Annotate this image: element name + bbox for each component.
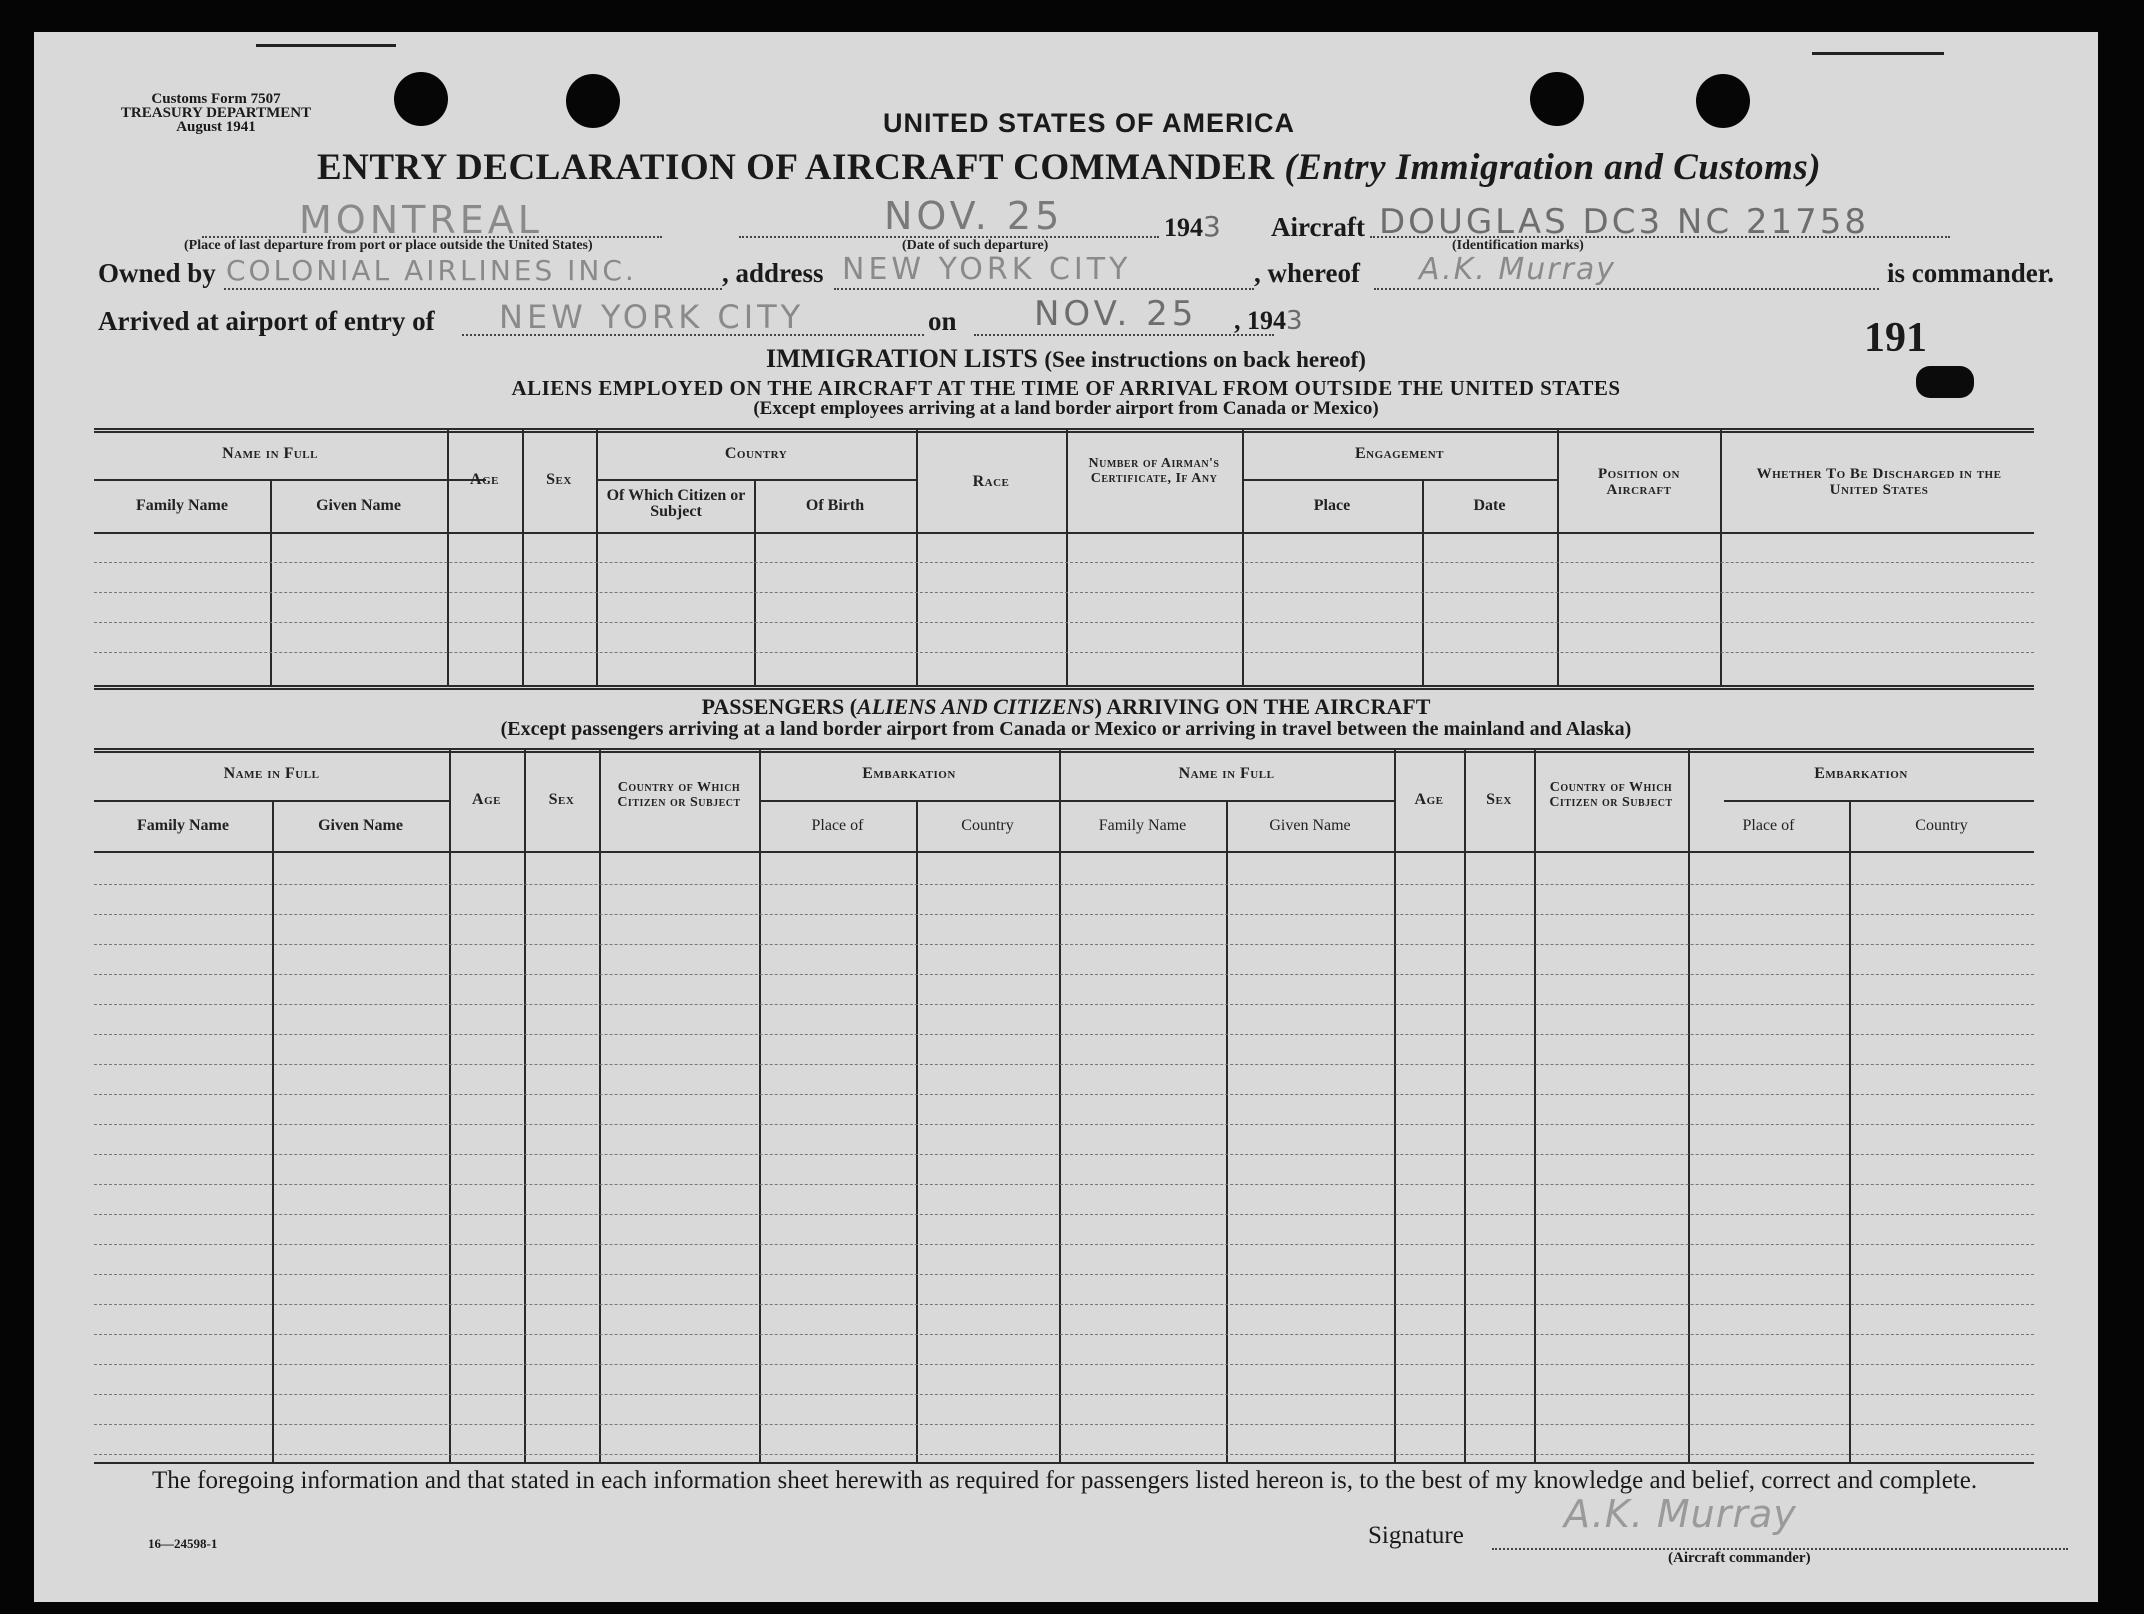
passengers-col-divider: [449, 750, 451, 1462]
aliens-engagement-sub-rule: [1242, 479, 1557, 481]
aliens-table-bottom: [94, 685, 2034, 690]
passengers-col-divider: [599, 750, 601, 1462]
passengers-row-rule: [94, 1334, 2034, 1335]
aliens-header-position: Position on Aircraft: [1598, 466, 1680, 498]
passengers-header-citizen-of-2: Country of Which Citizen or Subject: [1549, 780, 1673, 810]
punch-hole: [394, 72, 448, 126]
passengers-header-embarkation: Embarkation: [862, 765, 956, 782]
arrival-date-value: NOV. 25: [1034, 294, 1198, 334]
arrived-label: Arrived at airport of entry of: [98, 306, 435, 336]
passengers-row-rule: [94, 1424, 2034, 1425]
passengers-col-divider: [759, 750, 761, 1462]
aliens-name-sub-rule: [94, 479, 486, 481]
passengers-header-bottom: [94, 851, 2034, 853]
passengers-row-rule: [94, 1394, 2034, 1395]
immigration-title: [34, 344, 2098, 374]
passengers-col-divider: [524, 750, 526, 1462]
form-number: 16—24598-1: [148, 1536, 218, 1551]
passengers-embark-sub-rule: [759, 800, 1059, 802]
passengers-header-citizen-of: Country of Which Citizen or Subject: [617, 780, 741, 810]
signature-caption: (Aircraft commander): [1668, 1550, 1811, 1566]
passengers-col-divider: [1059, 750, 1061, 1462]
last-departure-caption: (Place of last departure from port or place outside the United States): [184, 238, 593, 253]
main-title-text: ENTRY DECLARATION OF AIRCRAFT COMMANDER: [316, 147, 1275, 188]
departure-date-value: NOV. 25: [884, 194, 1064, 238]
aliens-header-certificate: Number of Airman's Certificate, If Any: [1088, 456, 1220, 486]
passengers-header-embarkation-2: Embarkation: [1814, 765, 1908, 782]
passengers-row-rule: [94, 1064, 2034, 1065]
passengers-col-divider: [1226, 802, 1228, 1462]
aliens-col-divider: [522, 430, 524, 685]
passengers-row-rule: [94, 944, 2034, 945]
aliens-row-rule: [94, 622, 2034, 623]
aliens-col-divider: [1720, 430, 1722, 685]
passengers-row-rule: [94, 1274, 2034, 1275]
owned-by-label: Owned by: [98, 258, 216, 288]
aliens-col-divider: [1242, 430, 1244, 685]
arrival-date-dotline: [974, 334, 1274, 336]
aliens-header-citizen-of: Of Which Citizen or Subject: [606, 487, 746, 520]
passengers-header-sex-2: Sex: [1486, 791, 1512, 808]
arrival-year-digit: 3: [1286, 306, 1303, 336]
aliens-header-discharged: Whether To Be Discharged in the United States: [1756, 466, 2002, 498]
passengers-row-rule: [94, 1004, 2034, 1005]
passengers-row-rule: [94, 1244, 2034, 1245]
aircraft-id-value: DOUGLAS DC3 NC 21758: [1379, 202, 1870, 242]
arrival-year: [1234, 306, 1303, 336]
form-id-line3: August 1941: [176, 119, 256, 135]
passengers-header-place-of: Place of: [811, 817, 864, 834]
passengers-header-country-2: Country: [1915, 817, 1968, 834]
whereof-label: , whereof: [1254, 258, 1360, 288]
passengers-col-divider: [1688, 750, 1690, 1462]
passengers-header-family-name-2: Family Name: [1098, 817, 1187, 834]
aliens-header-place: Place: [1313, 497, 1351, 514]
address-label: , address: [722, 258, 824, 288]
passengers-row-rule: [94, 914, 2034, 915]
passengers-col-divider: [272, 802, 274, 1462]
passengers-title: [34, 694, 2098, 720]
aircraft-id-caption: (Identification marks): [1452, 238, 1584, 253]
form-id: [86, 92, 346, 134]
passengers-row-rule: [94, 1184, 2034, 1185]
owner-value: COLONIAL AIRLINES INC.: [226, 254, 637, 287]
passengers-col-divider: [1849, 802, 1851, 1462]
aliens-header-country: Country: [724, 445, 788, 462]
aliens-col-divider: [447, 430, 449, 685]
main-title: [154, 146, 1984, 189]
aircraft-label: Aircraft: [1271, 212, 1365, 242]
passengers-row-rule: [94, 884, 2034, 885]
aliens-col-divider: [1066, 430, 1068, 685]
commander-dotline: [1374, 288, 1879, 290]
signature-label: Signature: [1368, 1522, 1464, 1549]
passengers-header-place-of-2: Place of: [1742, 817, 1795, 834]
aliens-row-rule: [94, 652, 2034, 653]
on-label: on: [928, 306, 957, 336]
passengers-row-rule: [94, 1304, 2034, 1305]
passengers-col-divider: [1534, 750, 1536, 1462]
aliens-header-race: Race: [972, 473, 1010, 490]
year-digit: 3: [1203, 210, 1221, 243]
passengers-header-name-in-full-2: Name in Full: [1178, 765, 1275, 782]
passengers-title-b: ALIENS AND CITIZENS: [857, 694, 1095, 719]
aliens-col-divider: [916, 430, 918, 685]
aliens-row-rule: [94, 592, 2034, 593]
punch-hole: [1696, 74, 1750, 128]
certification-statement: The foregoing information and that stated in each information sheet herewith as required for passengers listed hereon is, to the best of my knowledge and belief, correct and complete.: [152, 1467, 1978, 1494]
country-title: UNITED STATES OF AMERICA: [883, 108, 1295, 138]
top-rule-left: [256, 44, 396, 47]
last-departure-value: MONTREAL: [299, 198, 543, 242]
passengers-header-given-name: Given Name: [318, 817, 403, 834]
passengers-row-rule: [94, 1034, 2034, 1035]
passengers-col-divider: [1394, 750, 1396, 1462]
passengers-title-a: PASSENGERS (: [701, 694, 858, 719]
passengers-embark-sub-rule-2: [1724, 800, 2034, 802]
owner-dotline: [224, 288, 722, 290]
document-sheet: [34, 32, 2098, 1602]
address-value: NEW YORK CITY: [842, 252, 1132, 287]
passengers-header-sex: Sex: [548, 791, 575, 808]
aliens-header-engagement: Engagement: [1354, 445, 1444, 462]
passengers-row-rule: [94, 974, 2034, 975]
main-title-sub: (Entry Immigration and Customs): [1284, 147, 1822, 188]
passengers-table-bottom: [94, 1462, 2034, 1464]
aliens-col-divider: [1557, 430, 1559, 685]
aliens-header-sex: Sex: [546, 471, 572, 488]
address-dotline: [834, 288, 1254, 290]
passengers-header-given-name-2: Given Name: [1269, 817, 1351, 834]
aliens-country-sub-rule: [596, 479, 916, 481]
passengers-col-divider: [916, 802, 918, 1462]
aliens-header-given-name: Given Name: [316, 497, 401, 514]
form-id-line1: Customs Form 7507: [151, 91, 281, 107]
punch-hole: [566, 74, 620, 128]
passengers-table-top: [94, 748, 2034, 753]
stamp-number: 191: [1864, 315, 1927, 361]
aliens-table-top: [94, 428, 2034, 433]
immigration-subtitle-note: (Except employees arriving at a land border airport from Canada or Mexico): [753, 398, 1379, 419]
departure-date-caption: (Date of such departure): [902, 238, 1049, 253]
passengers-row-rule: [94, 1454, 2034, 1455]
passengers-header-name-in-full: Name in Full: [223, 765, 320, 782]
immigration-title-note: (See instructions on back hereof): [1044, 347, 1366, 372]
immigration-title-text: IMMIGRATION LISTS: [766, 344, 1038, 373]
passengers-row-rule: [94, 1364, 2034, 1365]
top-rule-right: [1812, 52, 1944, 55]
aliens-header-family-name: Family Name: [136, 497, 228, 514]
arrival-year-prefix: , 194: [1234, 306, 1286, 335]
is-commander-label: is commander.: [1887, 258, 2054, 288]
year-prefix: 194: [1164, 213, 1203, 242]
signature-value: A.K. Murray: [1564, 1492, 1797, 1536]
aliens-col-divider: [596, 430, 598, 685]
form-id-line2: TREASURY DEPARTMENT: [120, 105, 312, 121]
passengers-subtitle: (Except passengers arriving at a land border airport from Canada or Mexico or arriving in travel between the mainland and Alaska): [500, 718, 1632, 740]
passengers-header-family-name: Family Name: [137, 817, 229, 834]
aliens-header-name-in-full: Name in Full: [222, 445, 318, 462]
passengers-title-c: ) ARRIVING ON THE AIRCRAFT: [1094, 694, 1431, 719]
passengers-row-rule: [94, 1124, 2034, 1125]
departure-year: [1164, 210, 1221, 243]
aliens-header-of-birth: Of Birth: [805, 497, 865, 514]
passengers-header-age-2: Age: [1414, 791, 1444, 808]
commander-value: A.K. Murray: [1419, 252, 1617, 287]
arrival-airport-value: NEW YORK CITY: [499, 298, 805, 336]
aliens-header-date: Date: [1473, 497, 1506, 514]
passengers-col-divider: [1464, 750, 1466, 1462]
aliens-table-header-bottom: [94, 532, 2034, 534]
passengers-row-rule: [94, 1154, 2034, 1155]
passengers-row-rule: [94, 1094, 2034, 1095]
passengers-header-country: Country: [961, 817, 1014, 834]
aliens-header-age: Age: [470, 471, 499, 488]
passengers-row-rule: [94, 1214, 2034, 1215]
passengers-header-age: Age: [472, 791, 501, 808]
aliens-row-rule: [94, 562, 2034, 563]
immigration-subtitle: ALIENS EMPLOYED ON THE AIRCRAFT AT THE TIME OF ARRIVAL FROM OUTSIDE THE UNITED STATES: [511, 376, 1621, 400]
